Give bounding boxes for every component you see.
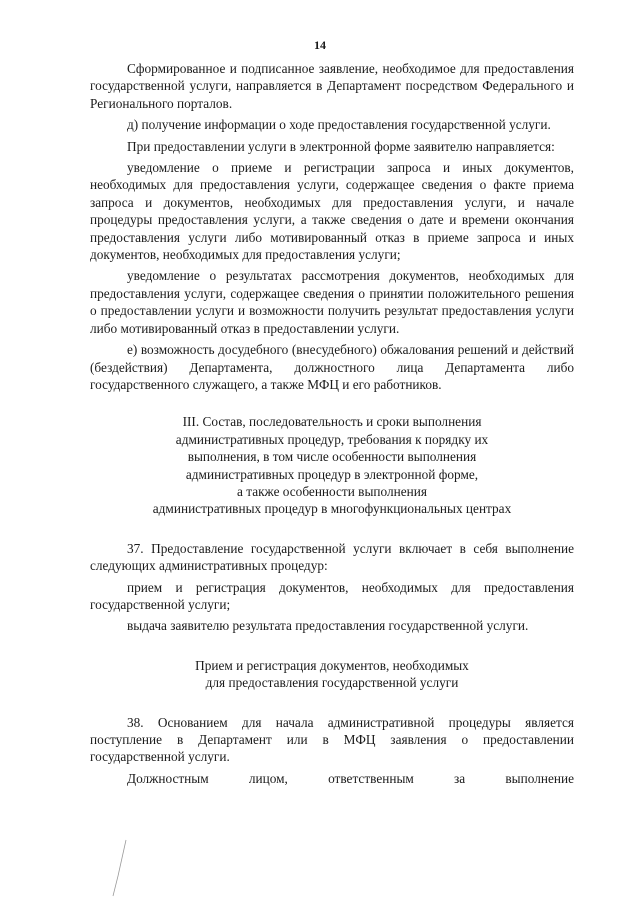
- paragraph: е) возможность досудебного (внесудебного) обжалования решений и действий (бездействия) Департамента, должностного лица Департамента либо государственного служащего, а также МФЦ и его работников.: [90, 342, 574, 392]
- subsection-heading-line: для предоставления государственной услуги: [205, 675, 459, 691]
- document-body: [90, 60, 574, 791]
- section-heading-line: административных процедур в многофункциональных центрах: [152, 501, 512, 517]
- subsection-heading: [90, 657, 574, 692]
- paragraph: При предоставлении услуги в электронной форме заявителю направляется:: [127, 138, 555, 154]
- paragraph: Должностным лицом, ответственным за выполнение: [127, 770, 574, 786]
- paragraph: 38. Основанием для начала административной процедуры является поступление в Департамент или в МФЦ заявления о предоставлении государственной услуги.: [90, 714, 574, 765]
- section-heading-line: а также особенности выполнения: [237, 483, 427, 499]
- section-heading-line: III. Состав, последовательность и сроки выполнения: [182, 414, 482, 430]
- paragraph: уведомление о приеме и регистрации запроса и иных документов, необходимых для предоставления услуги, содержащее сведения о факте приема запроса и документов, необходимых для предоставления услуги, и начале процедуры предоставления услуги, а также сведения о дате и времени окончания предоставления услуги либо мотивированный отказ в приеме запроса и иных документов, необходимых для предоставления услуги;: [90, 160, 574, 263]
- section-heading-line: выполнения, в том числе особенности выполнения: [187, 449, 477, 465]
- paragraph: 37. Предоставление государственной услуги включает в себя выполнение следующих административных процедур:: [90, 540, 574, 574]
- paragraph: прием и регистрация документов, необходимых для предоставления государственной услуги;: [90, 579, 574, 612]
- paragraph: уведомление о результатах рассмотрения документов, необходимых для предоставления услуги, содержащее сведения о принятии положительного решения о предоставлении услуги и возможности получить результат предоставления услуги либо мотивированный отказ в предоставлении услуги.: [90, 268, 574, 336]
- margin-mark: [108, 838, 138, 898]
- subsection-heading-line: Прием и регистрация документов, необходимых: [195, 657, 469, 673]
- page-number: 14: [314, 38, 326, 52]
- section-heading-line: административных процедур в электронной форме,: [185, 466, 479, 482]
- paragraph: Сформированное и подписанное заявление, необходимое для предоставления государственной услуги, направляется в Департамент посредством Федерального и Регионального порталов.: [90, 61, 574, 111]
- paragraph: д) получение информации о ходе предоставления государственной услуги.: [127, 117, 551, 133]
- paragraph: выдача заявителю результата предоставления государственной услуги.: [127, 618, 529, 634]
- section-heading: [90, 413, 574, 517]
- section-heading-line: административных процедур, требования к порядку их: [175, 431, 489, 447]
